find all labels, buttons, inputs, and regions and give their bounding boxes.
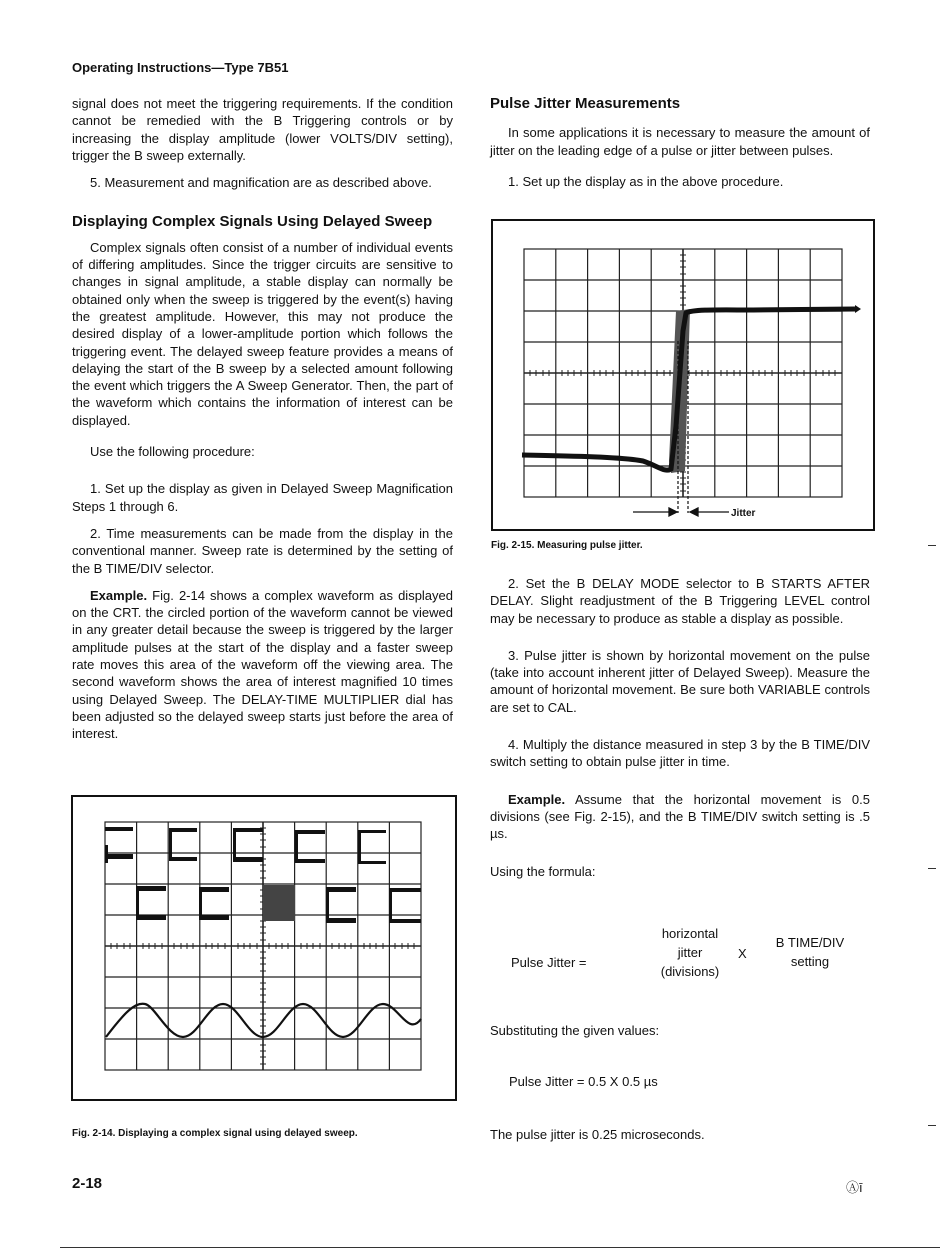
formula-term2-line1: B TIME/DIV [775,935,845,950]
right-paragraph-8: Substituting the given values: [490,1023,660,1038]
right-paragraph-6 [490,791,870,843]
example-text-left: Fig. 2-14 shows a complex waveform as displayed on the CRT. the circled portion of the waveform cannot be viewed in any greater detail because the sweep is triggered by the larger amplitude pulses at the start of the display and a faster sweep rate moves this area of the waveform off the viewing area. The second waveform shows the area of interest magnified 10 times using Delayed Sweep. The DELAY-TIME MULTIPLIER dial has been adjusted so the delayed sweep starts just before the area of interest. [72,587,453,742]
left-column [72,95,453,753]
example-text-right: Assume that the horizontal movement is 0.5 divisions (see Fig. 2-15), and the B TIME/DIV switch setting is .5 µs. [490,791,870,842]
formula-term-b-time-div [760,933,860,971]
section-heading-complex-signals: Displaying Complex Signals Using Delayed Sweep [72,213,433,231]
example-label-left: Example. [90,587,148,603]
right-edge-mark-1 [928,545,936,546]
right-paragraph-7: Using the formula: [490,863,596,879]
example-label-right: Example. [508,791,566,807]
right-paragraph-3: 2. Set the B DELAY MODE selector to B STARTS AFTER DELAY. Slight readjustment of the B Triggering LEVEL control may be necessary to produce as stable a display as possible. [490,576,870,626]
formula-lhs: Pulse Jitter = [511,955,587,970]
right-paragraph-4: 3. Pulse jitter is shown by horizontal movement on the pulse (take into account inherent jitter of Delayed Sweep). Measure the amount of horizontal movement. Be sure both VARIABLE controls are set to CAL. [490,647,870,715]
right-paragraph-5: 4. Multiply the distance measured in step 3 by the B TIME/DIV switch setting to obtain pulse jitter in time. [490,737,870,770]
formula-operator: X [738,946,747,961]
right-edge-mark-3 [928,1125,936,1126]
crt-display-pulse-jitter [493,221,873,529]
left-paragraph-5: 1. Set up the display as given in Delayed Sweep Magnification Steps 1 through 6. [72,481,453,514]
right-paragraph-1: In some applications it is necessary to measure the amount of jitter on the leading edge of a pulse or jitter between pulses. [490,125,870,158]
formula-term-horizontal-jitter [640,924,740,981]
figure-2-15 [491,219,875,531]
figure-2-14-caption: Fig. 2-14. Displaying a complex signal using delayed sweep. [72,1128,358,1139]
left-paragraph-1: signal does not meet the triggering requirements. If the condition cannot be remedied with the B Triggering controls or by increasing the display amplitude (lower VOLTS/DIV setting), trigger the B sweep externally. [72,96,453,163]
crt-display-complex-signal [73,797,455,1099]
right-paragraph-10: The pulse jitter is 0.25 microseconds. [490,1127,705,1142]
figure-2-14 [71,795,457,1101]
right-edge-mark-2 [928,868,936,869]
formula-term1-line3: (divisions) [660,964,720,979]
right-paragraph-2: 1. Set up the display as in the above procedure. [508,173,784,189]
right-column-bottom [490,575,870,890]
publisher-mark: Ⓐī [846,1180,863,1195]
right-column-top [490,95,870,200]
left-paragraph-3: Complex signals often consist of a number of individual events of differing amplitudes. Since the trigger circuits are sensitive to changes in signal amplitude, a stable display can normally be obtained only when the sweep is triggered by the event(s) having the greatest amplitude. However, this may not produce the desired display of a lower-amplitude portion which follows the triggering event. The delayed sweep feature provides a means of delaying the start of the B sweep by a selected amount following the event which triggers the A Sweep Generator. Then, the part of the waveform which contains the information of interest can be displayed. [72,239,453,428]
formula-term2-line2: setting [790,954,830,969]
page-number: 2-18 [72,1175,103,1192]
section-heading-pulse-jitter: Pulse Jitter Measurements [490,95,681,112]
formula-term1-line2: jitter [677,945,703,960]
left-paragraph-4: Use the following procedure: [90,444,255,460]
right-paragraph-9: Pulse Jitter = 0.5 X 0.5 µs [509,1074,658,1089]
formula-term1-line1: horizontal [661,926,719,941]
left-paragraph-7 [72,587,453,743]
left-paragraph-2: 5. Measurement and magnification are as described above. [90,175,432,191]
figure-2-15-caption: Fig. 2-15. Measuring pulse jitter. [491,540,643,551]
left-paragraph-6: 2. Time measurements can be made from the display in the conventional manner. Sweep rate is determined by the setting of the B TIME/DIV selector. [72,525,453,576]
jitter-label: Jitter [731,508,756,519]
bottom-edge-line [60,1247,940,1248]
page-header: Operating Instructions—Type 7B51 [72,60,289,75]
